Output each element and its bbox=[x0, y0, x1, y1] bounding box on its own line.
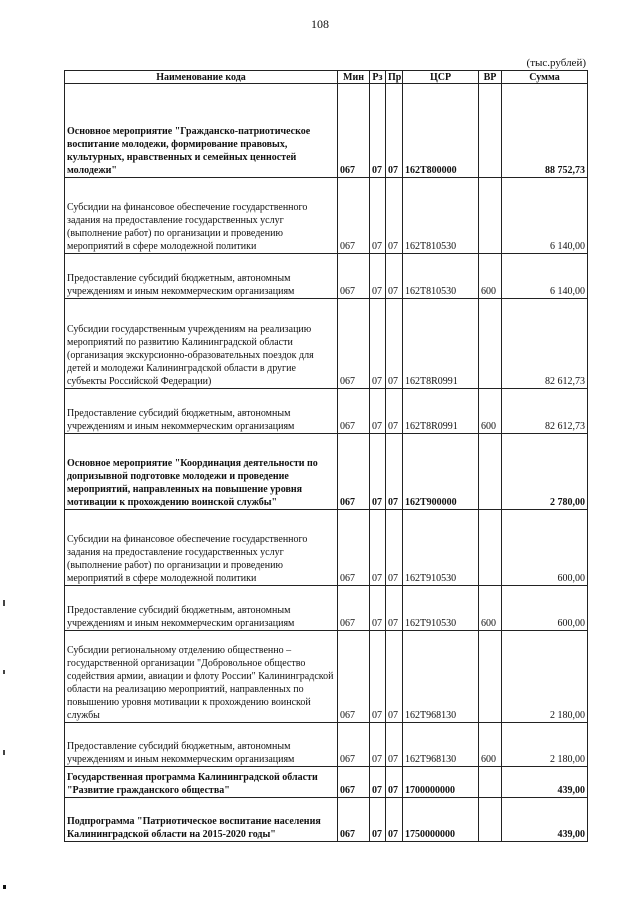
row-vr bbox=[479, 767, 502, 798]
row-rz: 07 bbox=[370, 178, 386, 254]
row-min: 067 bbox=[338, 178, 370, 254]
row-name: Субсидии региональному отделению общественно – государственной организации "Добровольное общество содействия армии, авиации и флоту России" Калининградской области на реализацию мероприятий, направленных по повышению уровня мотивации к прохождению воинской службы bbox=[65, 631, 338, 723]
header-min: Мин bbox=[338, 71, 370, 84]
row-vr: 600 bbox=[479, 389, 502, 434]
row-csr: 162T968130 bbox=[403, 723, 479, 767]
table-row bbox=[65, 254, 588, 299]
row-sum: 6 140,00 bbox=[502, 178, 588, 254]
row-pr: 07 bbox=[386, 723, 403, 767]
row-min: 067 bbox=[338, 723, 370, 767]
row-min: 067 bbox=[338, 586, 370, 631]
row-sum: 439,00 bbox=[502, 767, 588, 798]
row-rz: 07 bbox=[370, 389, 386, 434]
table-row bbox=[65, 723, 588, 767]
row-sum: 82 612,73 bbox=[502, 389, 588, 434]
row-vr bbox=[479, 631, 502, 723]
row-sum: 439,00 bbox=[502, 798, 588, 842]
row-vr bbox=[479, 299, 502, 389]
row-pr: 07 bbox=[386, 434, 403, 510]
row-pr: 07 bbox=[386, 631, 403, 723]
scan-margin-marks bbox=[3, 600, 7, 900]
row-rz: 07 bbox=[370, 510, 386, 586]
row-name: Основное мероприятие "Гражданско-патриотическое воспитание молодежи, формирование правовых, культурных, нравственных и семейных ценностей молодежи" bbox=[65, 84, 338, 178]
row-sum: 600,00 bbox=[502, 586, 588, 631]
row-csr: 162T810530 bbox=[403, 254, 479, 299]
header-csr: ЦСР bbox=[403, 71, 479, 84]
row-name: Основное мероприятие "Координация деятельности по допризывной подготовке молодежи и проведение мероприятий, направленных на повышение уровня мотивации к прохождению воинской службы" bbox=[65, 434, 338, 510]
row-pr: 07 bbox=[386, 798, 403, 842]
header-pr: Пр bbox=[386, 71, 403, 84]
row-name: Государственная программа Калининградской области "Развитие гражданского общества" bbox=[65, 767, 338, 798]
row-csr: 162T8R0991 bbox=[403, 389, 479, 434]
row-name: Предоставление субсидий бюджетным, автономным учреждениям и иным некоммерческим организациям bbox=[65, 254, 338, 299]
table-row bbox=[65, 767, 588, 798]
row-vr: 600 bbox=[479, 254, 502, 299]
table-row bbox=[65, 434, 588, 510]
row-rz: 07 bbox=[370, 631, 386, 723]
row-min: 067 bbox=[338, 767, 370, 798]
row-sum: 6 140,00 bbox=[502, 254, 588, 299]
table-row bbox=[65, 178, 588, 254]
row-rz: 07 bbox=[370, 586, 386, 631]
header-sum: Сумма bbox=[502, 71, 588, 84]
row-pr: 07 bbox=[386, 178, 403, 254]
row-rz: 07 bbox=[370, 723, 386, 767]
row-min: 067 bbox=[338, 510, 370, 586]
row-vr: 600 bbox=[479, 586, 502, 631]
row-csr: 1750000000 bbox=[403, 798, 479, 842]
header-name: Наименование кода bbox=[65, 71, 338, 84]
row-sum: 600,00 bbox=[502, 510, 588, 586]
row-csr: 162T8R0991 bbox=[403, 299, 479, 389]
row-pr: 07 bbox=[386, 586, 403, 631]
row-rz: 07 bbox=[370, 434, 386, 510]
row-min: 067 bbox=[338, 254, 370, 299]
row-vr bbox=[479, 434, 502, 510]
row-pr: 07 bbox=[386, 510, 403, 586]
row-pr: 07 bbox=[386, 254, 403, 299]
row-min: 067 bbox=[338, 434, 370, 510]
row-csr: 162T900000 bbox=[403, 434, 479, 510]
row-csr: 162T968130 bbox=[403, 631, 479, 723]
row-name: Субсидии государственным учреждениям на реализацию мероприятий по развитию Калининградской области (организация экскурсионно-образовательных поездок для детей и молодежи Калининградской области в другие субъекты Российской Федерации) bbox=[65, 299, 338, 389]
row-csr: 162T810530 bbox=[403, 178, 479, 254]
header-rz: Рз bbox=[370, 71, 386, 84]
row-vr bbox=[479, 178, 502, 254]
row-vr bbox=[479, 510, 502, 586]
row-csr: 1700000000 bbox=[403, 767, 479, 798]
row-min: 067 bbox=[338, 299, 370, 389]
row-vr: 600 bbox=[479, 723, 502, 767]
row-rz: 07 bbox=[370, 254, 386, 299]
row-rz: 07 bbox=[370, 84, 386, 178]
row-sum: 2 180,00 bbox=[502, 723, 588, 767]
row-name: Субсидии на финансовое обеспечение государственного задания на предоставление государственных услуг (выполнение работ) по организации и проведению мероприятий в сфере молодежной политики bbox=[65, 510, 338, 586]
budget-table bbox=[64, 70, 588, 842]
table-row bbox=[65, 586, 588, 631]
row-name: Подпрограмма "Патриотическое воспитание населения Калининградской области на 2015-2020 годы" bbox=[65, 798, 338, 842]
row-sum: 2 180,00 bbox=[502, 631, 588, 723]
row-pr: 07 bbox=[386, 389, 403, 434]
row-csr: 162T910530 bbox=[403, 586, 479, 631]
row-csr: 162T910530 bbox=[403, 510, 479, 586]
row-min: 067 bbox=[338, 798, 370, 842]
row-pr: 07 bbox=[386, 84, 403, 178]
table-row bbox=[65, 389, 588, 434]
row-min: 067 bbox=[338, 631, 370, 723]
row-vr bbox=[479, 84, 502, 178]
units-label: (тыс.рублей) bbox=[526, 57, 586, 69]
row-vr bbox=[479, 798, 502, 842]
row-pr: 07 bbox=[386, 767, 403, 798]
row-sum: 88 752,73 bbox=[502, 84, 588, 178]
table-row bbox=[65, 798, 588, 842]
row-pr: 07 bbox=[386, 299, 403, 389]
table-header-row bbox=[65, 71, 588, 84]
row-sum: 2 780,00 bbox=[502, 434, 588, 510]
page-number: 108 bbox=[311, 17, 329, 31]
row-sum: 82 612,73 bbox=[502, 299, 588, 389]
row-name: Субсидии на финансовое обеспечение государственного задания на предоставление государственных услуг (выполнение работ) по организации и проведению мероприятий в сфере молодежной политики bbox=[65, 178, 338, 254]
row-rz: 07 bbox=[370, 767, 386, 798]
row-min: 067 bbox=[338, 84, 370, 178]
table-row bbox=[65, 510, 588, 586]
row-rz: 07 bbox=[370, 798, 386, 842]
row-name: Предоставление субсидий бюджетным, автономным учреждениям и иным некоммерческим организациям bbox=[65, 586, 338, 631]
row-csr: 162T800000 bbox=[403, 84, 479, 178]
table-row bbox=[65, 299, 588, 389]
row-name: Предоставление субсидий бюджетным, автономным учреждениям и иным некоммерческим организациям bbox=[65, 389, 338, 434]
table-row bbox=[65, 631, 588, 723]
row-rz: 07 bbox=[370, 299, 386, 389]
row-min: 067 bbox=[338, 389, 370, 434]
row-name: Предоставление субсидий бюджетным, автономным учреждениям и иным некоммерческим организациям bbox=[65, 723, 338, 767]
table-row bbox=[65, 84, 588, 178]
header-vr: ВР bbox=[479, 71, 502, 84]
